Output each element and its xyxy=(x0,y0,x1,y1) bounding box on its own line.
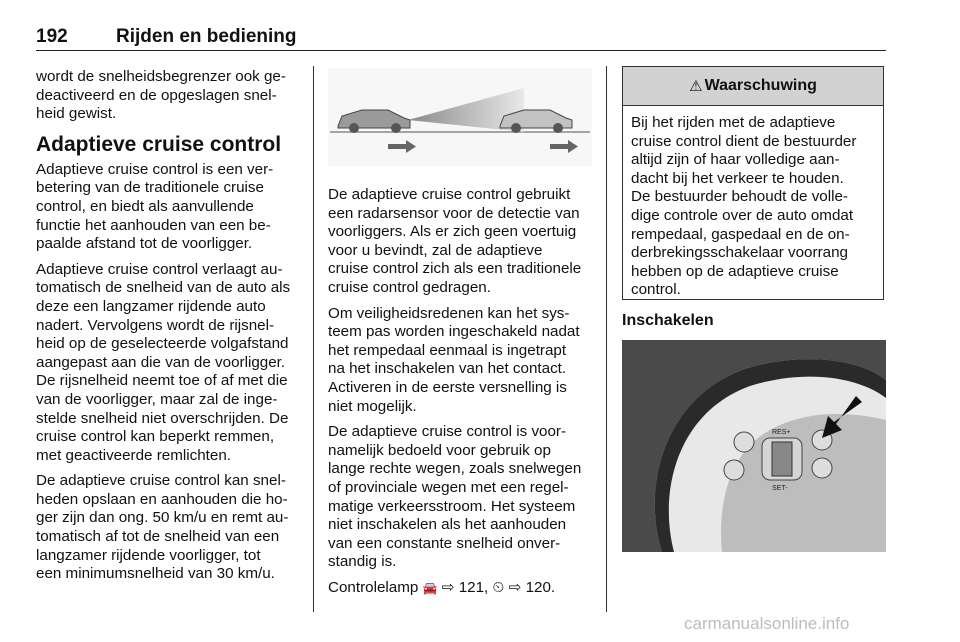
warning-triangle-icon: ⚠ xyxy=(689,78,703,95)
page-number: 192 xyxy=(36,26,68,47)
radar-illustration xyxy=(328,68,592,166)
warning-title: Waarschuwing xyxy=(704,77,817,94)
body-paragraph: Adaptieve cruise control verlaagt au- tomatisch de snelheid van de auto als deze een langzamer rijdende auto nadert. Vervolgens wordt de rijsnel- heid op de geselecteerde volgafstand aangepast aan die van de voorligger. De rijsnelheid neemt toe of af met die van de voorligger, maar zal de inge- stelde snelheid niet overschrijden. De cruise control kan beperkt remmen, met geactiveerde remlichten. xyxy=(36,260,291,464)
warning-text: Bij het rijden met de adaptieve cruise control dient de bestuurder altijd zijn of haar volledige aan- dacht bij het verkeer te houden. De bestuurder behoudt de volle- dige controle over de auto omdat rempedaal, gaspedaal en de on- derbrekingsschakelaar voorrang hebben op de adaptieve cruise control. xyxy=(631,114,857,299)
column-left xyxy=(36,68,298,591)
body-paragraph: Om veiligheidsredenen kan het sys- teem pas worden ingeschakeld nadat het rempedaal eenmaal is ingetrapt na het inschakelen van het contact. Activeren in de eerste versnelling is niet mogelijk. xyxy=(328,304,580,415)
control-light-reference xyxy=(328,579,592,598)
warning-box xyxy=(622,66,884,300)
control-light-label: Controlelamp xyxy=(328,578,419,596)
body-paragraph: De adaptieve cruise control kan snel- heden opslaan en aanhouden die ho- ger zijn dan ong. 50 km/u en remt au- tomatisch af tot de snelheid van een langzamer rijdende voorligger, tot een minimumsnelheid van 30 km/u. xyxy=(36,472,289,583)
warning-header xyxy=(623,67,883,106)
column-divider xyxy=(606,66,607,612)
body-paragraph: De adaptieve cruise control gebruikt een radarsensor voor de detectie van voorliggers. Als er zich geen voertuig voor u bevindt, zal de adaptieve cruise control zich als een traditionele cruise control gedragen. xyxy=(328,186,582,296)
subheading: Inschakelen xyxy=(622,312,714,329)
steering-wheel-illustration xyxy=(622,340,886,552)
reference-arrow-icon: ⇨ xyxy=(508,578,522,596)
body-paragraph: De adaptieve cruise control is voor- namelijk bedoeld voor gebruik op lange rechte wegen, zoals snelwegen of provinciale wegen met een regel- matige verkeersstroom. Het systeem niet inschakelen als het aanhouden van een constante snelheid onver- standig is. xyxy=(328,423,582,571)
watermark: carmanualsonline.info xyxy=(684,614,850,633)
chapter-title: Rijden en bediening xyxy=(116,26,297,47)
cruise-control-icon: ⏲ xyxy=(492,578,505,596)
page-header xyxy=(36,26,886,51)
res-label: RES+ xyxy=(772,429,791,436)
reference-arrow-icon: ⇨ xyxy=(441,578,455,596)
set-label: SET- xyxy=(772,485,788,492)
page-ref[interactable]: 121, xyxy=(458,578,489,596)
body-paragraph: Adaptieve cruise control is een ver- betering van de traditionele cruise control, en biedt als aanvullende functie het aanhouden van een be- paalde afstand tot de voorligger. xyxy=(36,160,274,253)
car-icon: 🚘 xyxy=(422,580,438,595)
section-title: Adaptieve cruise control xyxy=(36,132,282,156)
intro-paragraph: wordt de snelheidsbegrenzer ook ge- deactiveerd en de opgeslagen snel- heid gewist. xyxy=(36,68,286,123)
page-ref[interactable]: 120. xyxy=(525,578,556,596)
column-middle xyxy=(328,186,592,604)
column-divider xyxy=(313,66,314,612)
